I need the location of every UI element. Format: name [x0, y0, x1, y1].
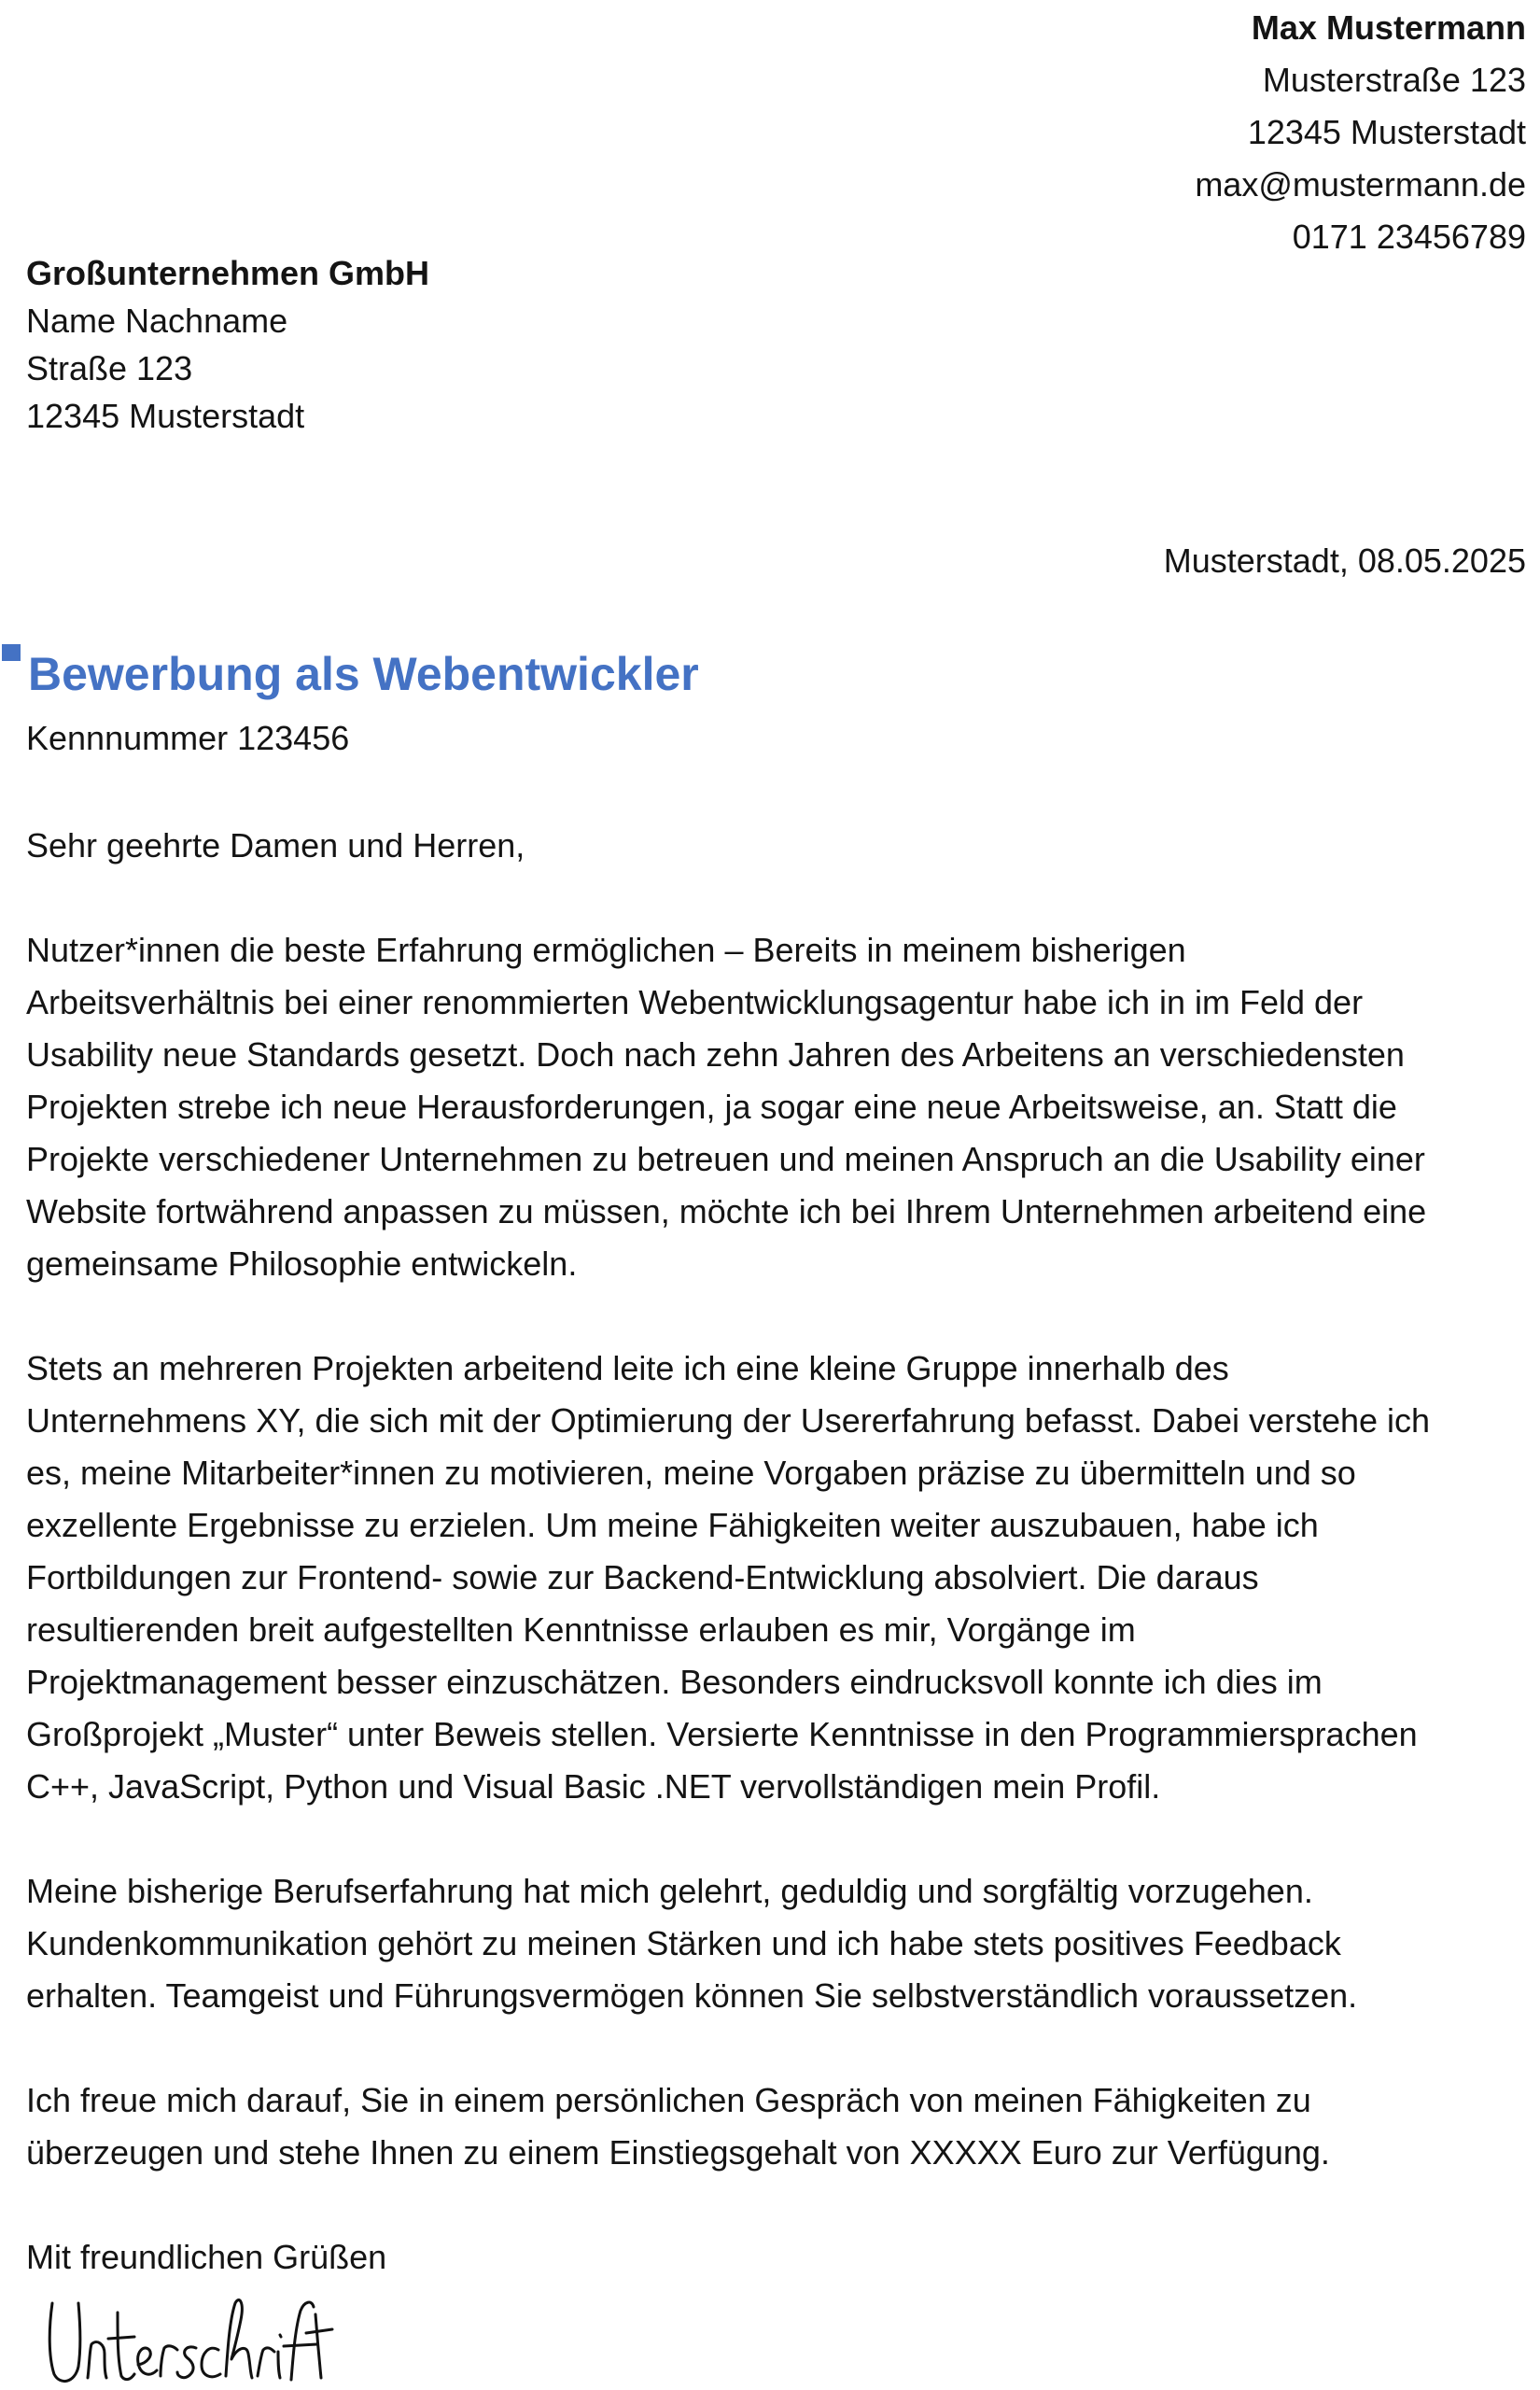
letter-subject: Bewerbung als Webentwickler — [28, 648, 699, 700]
body-paragraph: Meine bisherige Berufserfahrung hat mich gelehrt, geduldig und sorgfältig vorzugehen. Kundenkommunikation gehört zu meinen Stärken und ich habe stets positives Feedback erhalten. Teamgeist und Führungsvermögen können Sie selbstverständlich voraussetzen. — [26, 1872, 1358, 2015]
body-paragraph: Stets an mehreren Projekten arbeitend leite ich eine kleine Gruppe innerhalb des Unternehmens XY, die sich mit der Optimierung der Usererfahrung befasst. Dabei verstehe ich es, meine Mitarbeiter*innen zu motivieren, meine Vorgaben präzise zu übermitteln und so exzellente Ergebnisse zu erzielen. Um meine Fähigkeiten weiter auszubauen, habe ich Fortbildungen zur Frontend- sowie zur Backend-Entwicklung absolviert. Die daraus resultierenden breit aufgestellten Kenntnisse erlauben es mir, Vorgänge im Projektmanagement besser einzuschätzen. Besonders eindrucksvoll konnte ich dies im Großprojekt „Muster“ unter Beweis stellen. Versierte Kenntnisse in den Programmiersprachen C++, JavaScript, Python und Visual Basic .NET vervollständigen mein Profil. — [26, 1349, 1431, 1806]
reference-number: Kennnummer 123456 — [26, 719, 350, 757]
sender-phone: 0171 23456789 — [1292, 218, 1526, 256]
heading-marker-icon — [2, 644, 21, 661]
sender-street: Musterstraße 123 — [1262, 61, 1526, 99]
closing-phrase: Mit freundlichen Grüßen — [26, 2238, 387, 2276]
sender-name: Max Mustermann — [1251, 8, 1526, 47]
recipient-street: Straße 123 — [26, 349, 193, 387]
letter-date: Musterstadt, 08.05.2025 — [1163, 541, 1526, 580]
sender-email: max@mustermann.de — [1195, 165, 1526, 204]
recipient-company: Großunternehmen GmbH — [26, 254, 430, 292]
recipient-city: 12345 Musterstadt — [26, 397, 305, 435]
salutation: Sehr geehrte Damen und Herren, — [26, 826, 525, 865]
body-paragraph: Ich freue mich darauf, Sie in einem persönlichen Gespräch von meinen Fähigkeiten zu überzeugen und stehe Ihnen zu einem Einstiegsgehalt von XXXXX Euro zur Verfügung. — [26, 2081, 1330, 2172]
letter-body — [26, 820, 1529, 2284]
recipient-contact: Name Nachname — [26, 302, 288, 340]
sender-city: 12345 Musterstadt — [1247, 113, 1526, 151]
handwritten-signature — [47, 2292, 336, 2385]
body-paragraph: Nutzer*innen die beste Erfahrung ermöglichen – Bereits in meinem bisherigen Arbeitsverhältnis bei einer renommierten Webentwicklungsagentur habe ich in im Feld der Usability neue Standards gesetzt. Doch nach zehn Jahren des Arbeitens an verschiedensten Projekten strebe ich neue Herausforderungen, ja sogar eine neue Arbeitsweise, an. Statt die Projekte verschiedener Unternehmen zu betreuen und meinen Anspruch an die Usability einer Website fortwährend anpassen zu müssen, möchte ich bei Ihrem Unternehmen arbeitend eine gemeinsame Philosophie entwickeln. — [26, 931, 1427, 1283]
recipient-address-block — [26, 249, 429, 440]
sender-address-block — [1195, 2, 1526, 263]
